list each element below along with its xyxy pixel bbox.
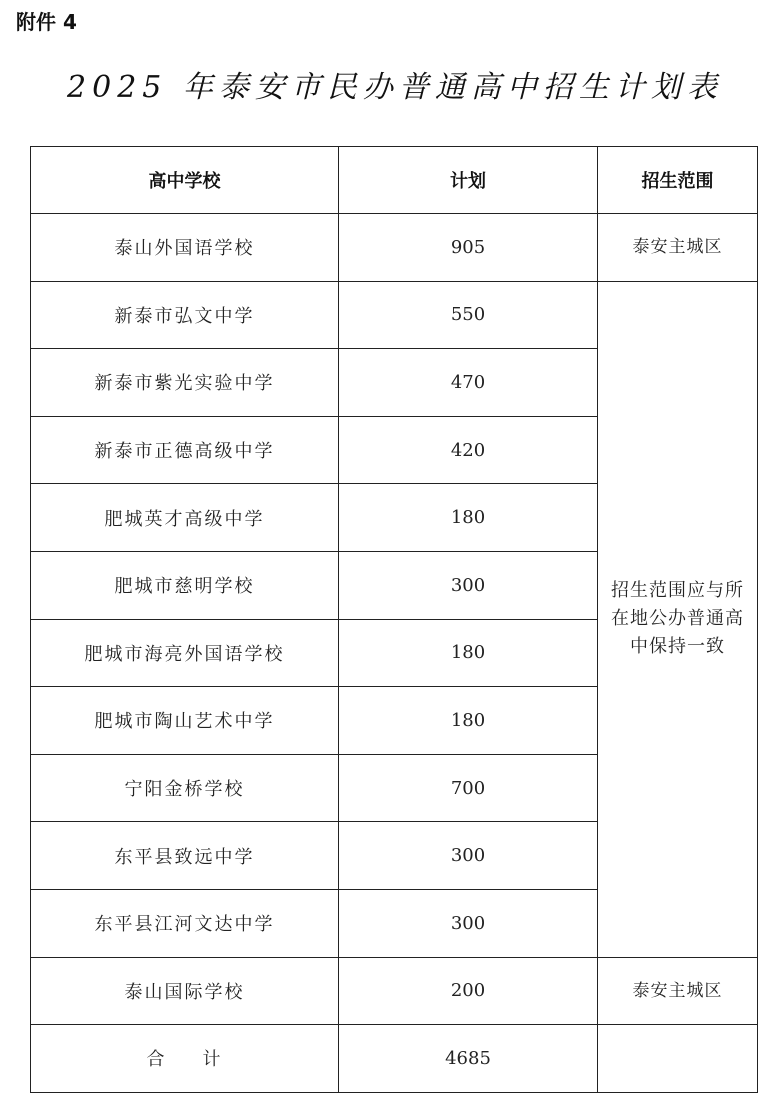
enrollment-scope-merged: 招生范围应与所在地公办普通高中保持一致 <box>598 281 758 957</box>
plan-count: 180 <box>339 687 598 755</box>
plan-count: 200 <box>339 957 598 1025</box>
total-label <box>31 1025 339 1093</box>
plan-count: 905 <box>339 214 598 282</box>
plan-count: 300 <box>339 822 598 890</box>
plan-count: 700 <box>339 754 598 822</box>
school-name: 新泰市正德高级中学 <box>31 416 339 484</box>
total-label-left: 合 <box>146 1049 167 1071</box>
header-plan: 计划 <box>339 147 598 214</box>
school-name: 新泰市紫光实验中学 <box>31 349 339 417</box>
plan-count: 300 <box>339 551 598 619</box>
table-header-row <box>31 147 758 214</box>
school-name: 新泰市弘文中学 <box>31 281 339 349</box>
plan-count: 180 <box>339 619 598 687</box>
school-name: 宁阳金桥学校 <box>31 754 339 822</box>
total-label-right: 计 <box>202 1049 223 1071</box>
school-name: 泰山外国语学校 <box>31 214 339 282</box>
plan-count: 300 <box>339 889 598 957</box>
school-name: 肥城市海亮外国语学校 <box>31 619 339 687</box>
plan-count: 180 <box>339 484 598 552</box>
school-name: 肥城英才高级中学 <box>31 484 339 552</box>
total-row <box>31 1025 758 1093</box>
school-name: 肥城市陶山艺术中学 <box>31 687 339 755</box>
enrollment-scope: 泰安主城区 <box>598 214 758 282</box>
total-scope <box>598 1025 758 1093</box>
plan-count: 420 <box>339 416 598 484</box>
header-scope: 招生范围 <box>598 147 758 214</box>
total-plan-count: 4685 <box>339 1025 598 1093</box>
page-title: 2025 年泰安市民办普通高中招生计划表 <box>67 70 723 105</box>
enrollment-plan-table <box>30 146 758 1093</box>
enrollment-scope: 泰安主城区 <box>598 957 758 1025</box>
table-row <box>31 957 758 1025</box>
school-name: 东平县江河文达中学 <box>31 889 339 957</box>
table-row <box>31 214 758 282</box>
plan-count: 550 <box>339 281 598 349</box>
school-name: 东平县致远中学 <box>31 822 339 890</box>
table-row <box>31 281 758 349</box>
school-name: 肥城市慈明学校 <box>31 551 339 619</box>
school-name: 泰山国际学校 <box>31 957 339 1025</box>
plan-count: 470 <box>339 349 598 417</box>
attachment-label: 附件 4 <box>16 10 77 34</box>
header-school: 高中学校 <box>31 147 339 214</box>
